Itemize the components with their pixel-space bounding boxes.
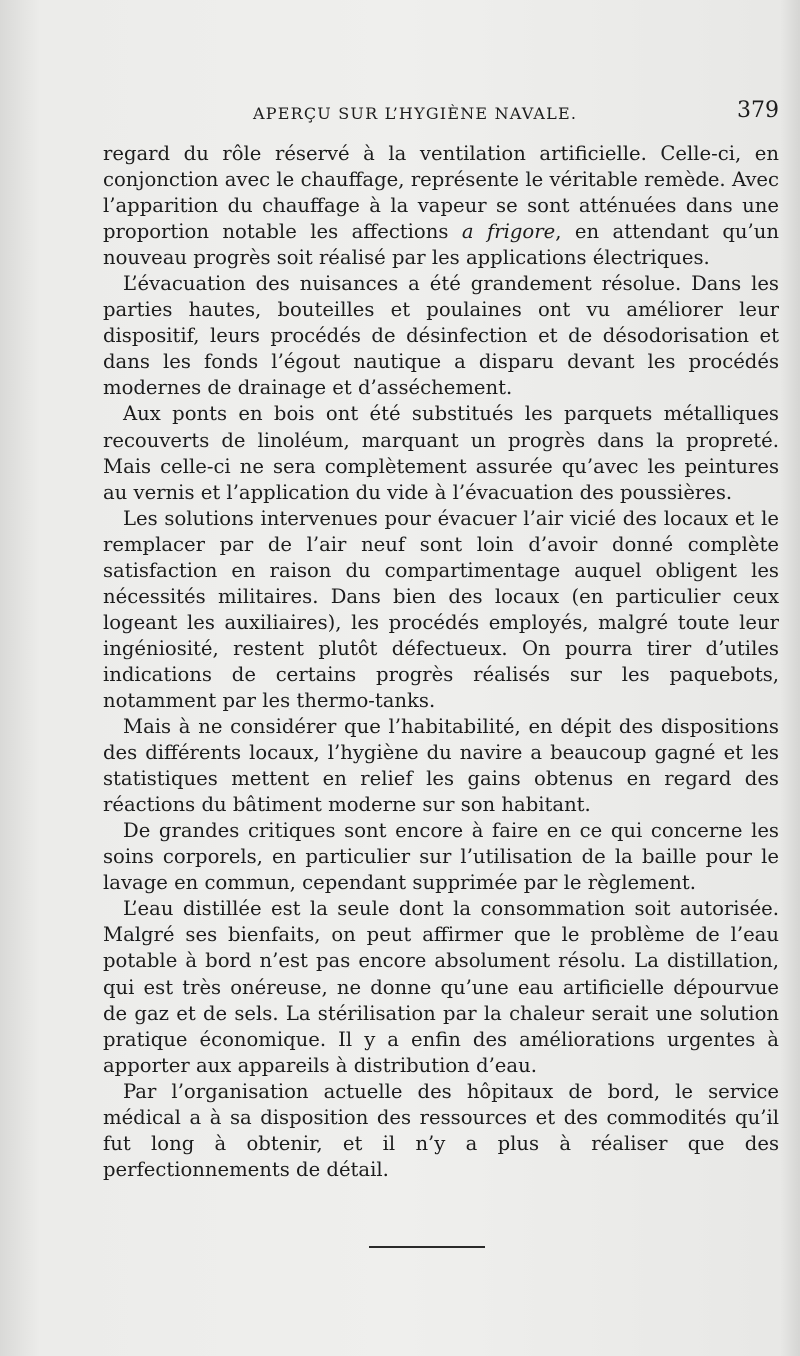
body-text — [103, 141, 779, 1183]
paragraph-soins-corporels: De grandes critiques sont encore à faire en ce qui concerne les soins corporels, en particulier sur l’utilisation de la baille pour le lavage en commun, cependant supprimée par le règlement. — [103, 819, 779, 895]
running-title: APERÇU SUR L’HYGIÈNE NAVALE. — [253, 104, 578, 123]
paragraph-eau-distillee: L’eau distillée est la seule dont la consommation soit autorisée. Malgré ses bienfaits, on peut affirmer que le problème de l’eau potable à bord n’est pas encore absolument résolu. La distillation, qui est très onéreuse, ne donne qu’une eau artificielle dépourvue de gaz et de sels. La stérilisation par la chaleur serait une solution pratique économique. Il y a enfin des améliorations urgentes à apporter aux appareils à distribution d’eau. — [103, 897, 779, 1077]
paragraph-air-vicie: Les solutions intervenues pour évacuer l’air vicié des locaux et le remplacer par de l’air neuf sont loin d’avoir donné complète satisfaction en raison du compartimentage auquel obligent les nécessités militaires. Dans bien des locaux (en particulier ceux logeant les auxiliaires), les procédés employés, malgré toute leur ingéniosité, restent plutôt défectueux. On pourra tirer d’utiles indications de certains progrès réalisés sur les paquebots, notamment par les thermo-tanks. — [103, 506, 779, 712]
paragraph-hopitaux: Par l’organisation actuelle des hôpitaux de bord, le service médical a à sa disposition des ressources et des commodités qu’il fut long à obtenir, et il n’y a plus à réaliser que des perfectionnements de détail. — [103, 1079, 779, 1181]
paragraph-ponts: Aux ponts en bois ont été substitués les parquets métalliques recouverts de linoléum, marquant un progrès dans la propreté. Mais celle-ci ne sera complètement assurée qu’avec les peintures au vernis et l’application du vide à l’évacuation des poussières. — [103, 402, 779, 504]
paragraph-habitabilite: Mais à ne considérer que l’habitabilité, en dépit des dispositions des différents locaux, l’hygiène du navire a beaucoup gagné et les statistiques mettent en relief les gains obtenus en regard des réactions du bâtiment moderne sur son habitant. — [103, 715, 779, 817]
end-rule — [369, 1246, 485, 1248]
paragraph-text: regard du rôle réservé à la ventilation artificielle. Celle-ci, en conjonction avec le chauffage, représente le véritable remède. Avec l’apparition du chauffage à la vapeur se sont atténuées dans une proportion notable les affections — [103, 142, 779, 244]
paragraph-nuisances: L’évacuation des nuisances a été grandement résolue. Dans les parties hautes, bouteilles et poulaines ont vu améliorer leur dispositif, leurs procédés de désinfection et de désodorisation et dans les fonds l’égout nautique a disparu devant les procédés modernes de drainage et d’asséchement. — [103, 272, 779, 400]
paragraph-text: , en attendant qu’un nouveau progrès soit réalisé par les applications électriques. — [103, 220, 779, 270]
paragraph-ventilation — [103, 141, 779, 271]
page-number: 379 — [737, 98, 779, 123]
running-head — [103, 98, 779, 130]
italic-term: a frigore — [461, 220, 556, 244]
